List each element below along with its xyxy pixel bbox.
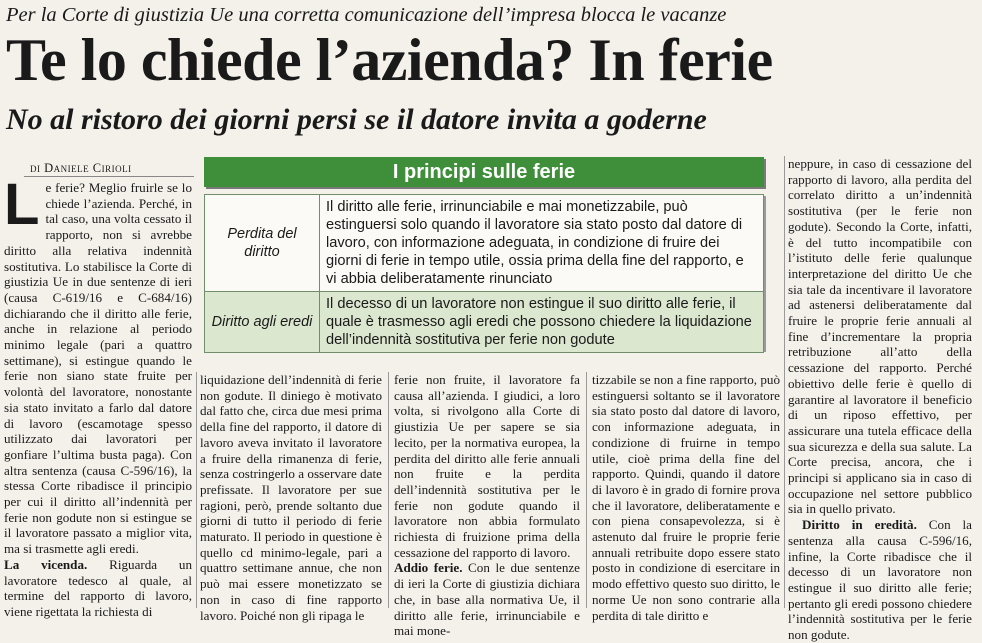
infobox-key: Perdita del diritto xyxy=(205,195,320,292)
article-column-3 xyxy=(394,372,580,639)
column-1-text: e ferie? Meglio fruirle se lo chiede l’azienda. Perché, in tal caso, una volta cessato il rapporto, non si avrebbe diritto alla relativa indennità sostitutiva. Lo stabilisce la Corte di giustizia Ue in due sentenze di ieri (causa C-619/16 e C-684/16) dichiarando che il diritto alle ferie, anche in relazione al periodo minimo legale (pari a quattro settimane), si estingue quando le ferie non siano state fruite per volontà del lavoratore, nonostante sia stato invitato a farlo dal datore di lavoro (escamotage spesso utilizzato dai lavoratori per gonfiare l’ultima busta paga). Con altra sentenza (causa C-596/16), la stessa Corte ribadisce il principio per cui il diritto all’indennità per ferie non godute non si estingue se il lavoratore passato a miglior vita, ma si trasmette agli eredi. xyxy=(4,180,192,557)
infobox-row xyxy=(205,195,764,292)
infobox-key: Diritto agli eredi xyxy=(205,292,320,353)
article-column-5 xyxy=(788,156,972,643)
column-4-paragraph: tizzabile se non a fine rapporto, può estinguersi soltanto se il lavoratore sia stato posto dal datore di lavoro, con informazione adeguata, in condizione di fruirne in tempo utile, cioè prima della fine del rapporto. Quindi, quando il datore di lavoro è in grado di fornire prova che il lavoratore, deliberatamente e con piena consapevolezza, si è astenuto dal fruire le proprie ferie annuali retribuite dopo essere stato posto in condizione di esercitare in modo effettivo questo suo diritto, le norme Ue non sono contrarie alla perdita di tale diritto e xyxy=(592,372,780,623)
article-column-4 xyxy=(592,372,780,623)
article-byline: di Daniele Cirioli xyxy=(30,161,132,175)
infobox-value: Il diritto alle ferie, irrinunciabile e mai monetizzabile, può estinguersi solo quando il lavoratore sia stato posto dal datore di lavoro, con informazione adeguata, in condizione di fruire dei giorni di ferie in tempo utile, ossia prima della fine del rapporto, e vi abbia deliberatamente rinunciato xyxy=(320,195,764,292)
column-1-text-2: Riguarda un lavoratore tedesco al quale, al termine del rapporto di lavoro, viene rigettata la richiesta di xyxy=(4,556,193,619)
column-1-paragraph-2 xyxy=(4,557,192,620)
column-3-paragraph-2 xyxy=(394,560,580,639)
section-lead-addio-ferie: Addio ferie. xyxy=(394,560,463,576)
column-3-text-2: Con le due sentenze di ieri la Corte di giustizia dichiara che, in base alla normativa Ue, il diritto alle ferie, irrinunciabile e mai mone- xyxy=(394,560,580,639)
infobox-title: I principi sulle ferie xyxy=(204,157,764,187)
column-2-paragraph: liquidazione dell’indennità di ferie non godute. Il diniego è motivato dal fatto che, circa due mesi prima della fine del rapporto, il datore di lavoro aveva invitato il lavoratore a fruire della rimanenza di ferie, senza costringerlo a osservare date prefissate. Il lavoratore per sue ragioni, però, prende soltanto due giorni di tutto il periodo di ferie maturato. Il periodo in questione è quello cd minimo-legale, pari a quattro settimane annue, che non può mai essere monetizzato se non in caso di fine rapporto lavoro. Poiché non gli ripaga le xyxy=(200,372,382,623)
infobox-row xyxy=(205,292,764,353)
infobox-table xyxy=(204,194,764,353)
column-3-paragraph-1: ferie non fruite, il lavoratore fa causa all’azienda. I giudici, a loro volta, si rivolgono alla Corte di giustizia Ue per sapere se sia lecito, per la normativa europea, la perdita del diritto alle ferie annuali non fruite e la perdita dell’indennità sostitutiva per le ferie non godute quando il lavoratore non abbia formulato richiesta di fruizione prima della cessazione del rapporto di lavoro. xyxy=(394,372,580,560)
column-5-paragraph-2 xyxy=(788,517,972,643)
article-column-1 xyxy=(4,172,193,619)
column-divider xyxy=(388,372,389,608)
article-headline: Te lo chiede l’azienda? In ferie xyxy=(6,27,773,93)
column-divider xyxy=(784,156,785,608)
section-lead-diritto-in-eredita: Diritto in eredità. xyxy=(802,517,917,533)
article-column-2 xyxy=(200,372,382,623)
column-5-paragraph-1: neppure, in caso di cessazione del rapporto di lavoro, alla perdita del correlato diritto a un’indennità sostitutiva (per le ferie non godute). Secondo la Corte, infatti, è del tutto incompatibile con l’istituto delle ferie qualunque interpretazione del diritto Ue che sia tale da incentivare il lavoratore ad astenersi deliberatamente dal fruire le proprie ferie annuali al fine d’incrementare la propria retribuzione all’atto della cessazione del rapporto. Perché obiettivo delle ferie è quello di garantire al lavoratore il beneficio di un riposo effettivo, per assicurare una tutela efficace della sua sicurezza e della sua salute. La Corte precisa, ancora, che i principi si applicano sia in caso di occupazione nel settore pubblico sia in quello privato. xyxy=(788,156,972,517)
infobox-value: Il decesso di un lavoratore non estingue il suo diritto alle ferie, il quale è trasmesso agli eredi che possono chiedere la liquidazione dell’indennità sostitutiva per ferie non godute xyxy=(320,292,764,353)
drop-cap: L xyxy=(4,172,40,237)
column-5-text-2: Con la sentenza alla causa C-596/16, infine, la Corte ribadisce che il decesso di un lavoratore non estingue il suo diritto alle ferie; pertanto gli eredi possono chiedere l’indennità sostitutiva per le ferie non godute. xyxy=(788,517,972,643)
column-divider xyxy=(586,372,587,608)
article-subhead: No al ristoro dei giorni persi se il datore invita a goderne xyxy=(6,103,707,136)
byline-divider xyxy=(24,176,194,177)
section-lead-la-vicenda: La vicenda. xyxy=(4,556,88,572)
article-kicker: Per la Corte di giustizia Ue una corretta comunicazione dell’impresa blocca le vacanze xyxy=(6,4,727,26)
column-1-paragraph-1 xyxy=(4,172,192,557)
column-divider xyxy=(196,372,197,608)
